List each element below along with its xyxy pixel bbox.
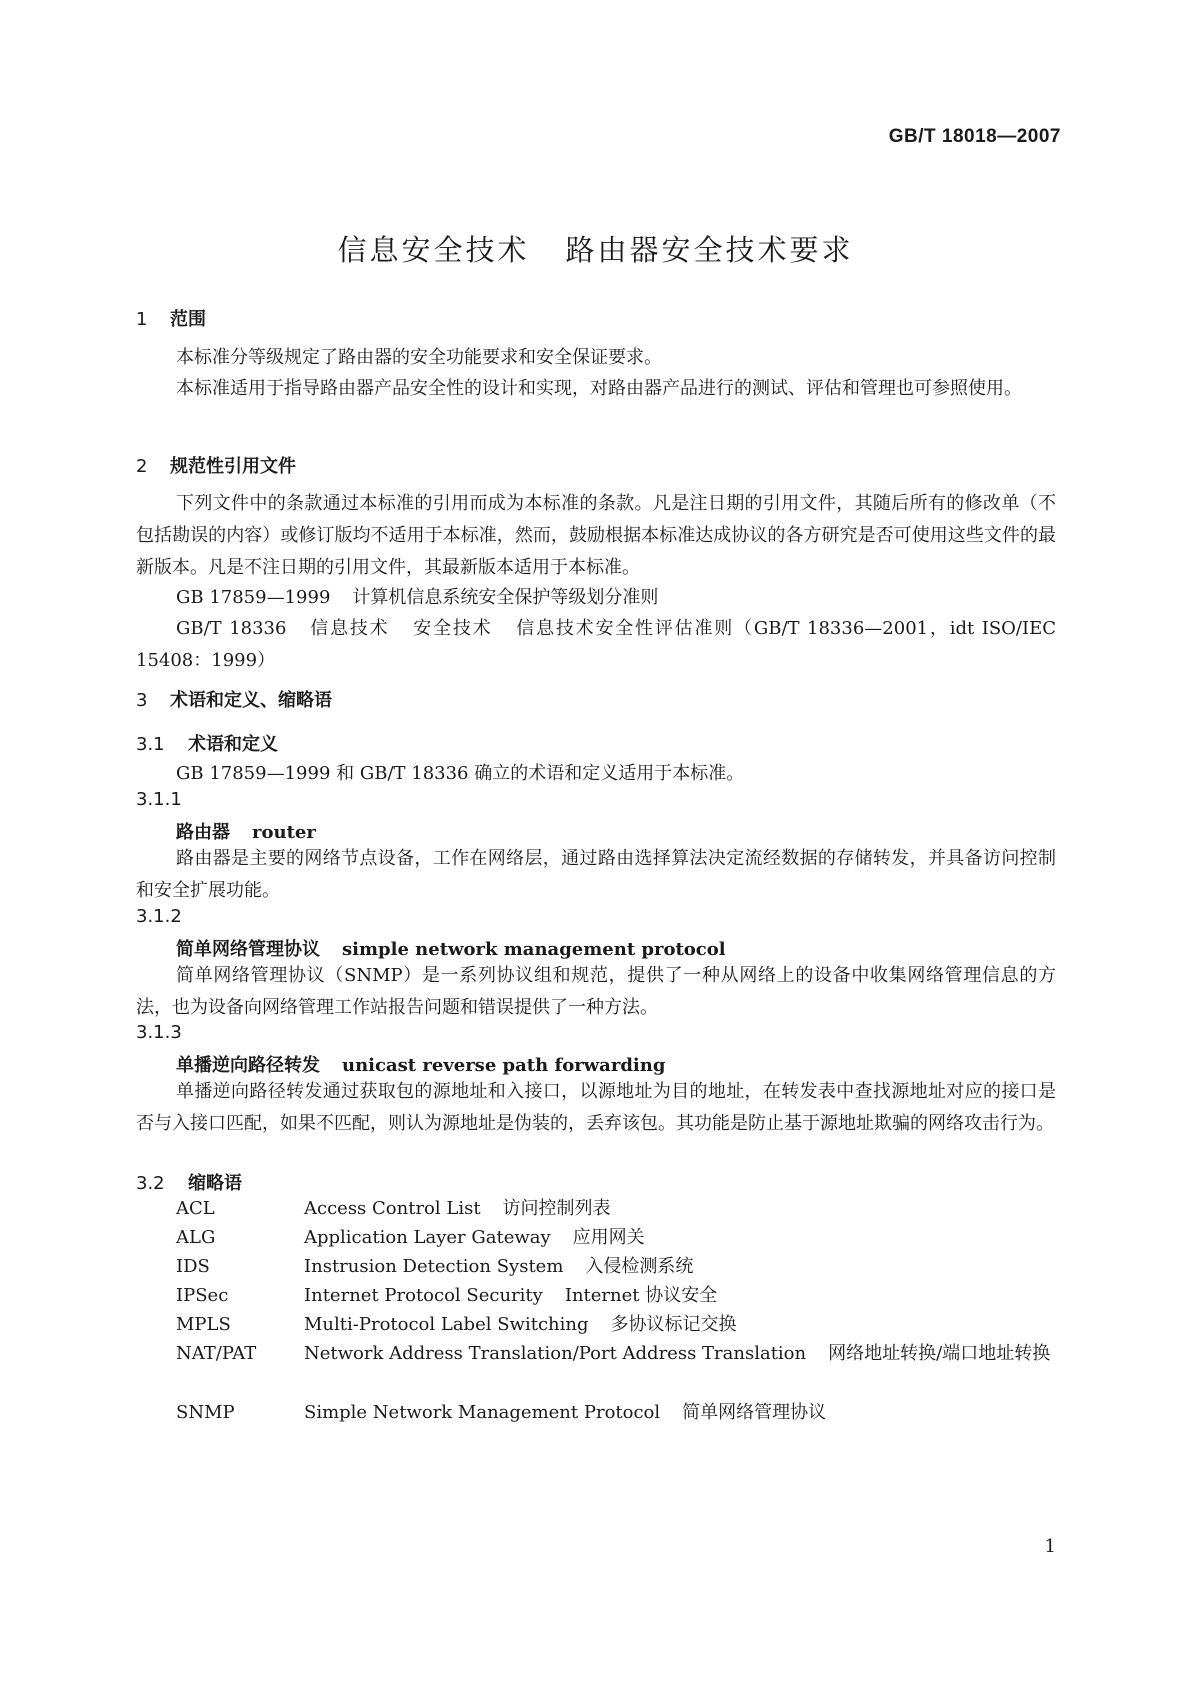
term-3-number: 3.1.3 (136, 1022, 182, 1043)
section-3-1-heading: 3.1 术语和定义 (136, 734, 278, 755)
term-3-definition: 单播逆向路径转发通过获取包的源地址和入接口，以源地址为目的地址，在转发表中查找源地址对应的接口是否与入接口匹配，如果不匹配，则认为源地址是伪装的，丢弃该包。其功能是防止基于源地址欺骗的网络攻击行为。 (136, 1081, 1056, 1134)
section-2-heading: 2 规范性引用文件 (136, 456, 296, 477)
title-part-1: 信息安全技术 (337, 233, 530, 267)
term-2-definition: 简单网络管理协议（SNMP）是一系列协议组和规范，提供了一种从网络上的设备中收集网络管理信息的方法，也为设备向网络管理工作站报告问题和错误提供了一种方法。 (136, 965, 1056, 1018)
reference-gbt18336: GB/T 18336 信息技术 安全技术 信息技术安全性评估准则（GB/T 18336—2001，idt ISO/IEC 15408：1999） (136, 618, 1057, 671)
term-2-title: 简单网络管理协议 simple network management protocol (176, 939, 726, 960)
section-3-heading: 3 术语和定义、缩略语 (136, 690, 332, 711)
page-number: 1 (1044, 1536, 1056, 1557)
term-1-title: 路由器 router (176, 822, 316, 843)
page-title (0, 228, 1191, 269)
abbr-row: NAT/PAT Network Address Translation/Port Address Translation 网络地址转换/端口地址转换 (176, 1343, 1051, 1364)
title-part-2: 路由器安全技术要求 (565, 233, 854, 267)
abbr-row: IPSec Internet Protocol Security Internet 协议安全 (176, 1285, 718, 1306)
term-1-definition: 路由器是主要的网络节点设备，工作在网络层，通过路由选择算法决定流经数据的存储转发，并具备访问控制和安全扩展功能。 (136, 848, 1056, 901)
abbr-row: ALG Application Layer Gateway 应用网关 (176, 1227, 645, 1248)
section-1-para-2: 本标准适用于指导路由器产品安全性的设计和实现，对路由器产品进行的测试、评估和管理也可参照使用。 (176, 378, 1022, 399)
standard-number: GB/T 18018—2007 (888, 126, 1061, 147)
section-1-heading: 1 范围 (136, 309, 206, 330)
term-1-number: 3.1.1 (136, 789, 182, 810)
section-1-para-1: 本标准分等级规定了路由器的安全功能要求和安全保证要求。 (176, 347, 662, 368)
section-3-2-heading: 3.2 缩略语 (136, 1173, 242, 1194)
section-2-para-1: 下列文件中的条款通过本标准的引用而成为本标准的条款。凡是注日期的引用文件，其随后所有的修改单（不包括勘误的内容）或修订版均不适用于本标准，然而，鼓励根据本标准达成协议的各方研究是否可使用这些文件的最新版本。凡是不注日期的引用文件，其最新版本适用于本标准。 (136, 493, 1056, 578)
term-3-title: 单播逆向路径转发 unicast reverse path forwarding (176, 1055, 666, 1076)
abbr-row: IDS Instrusion Detection System 入侵检测系统 (176, 1256, 694, 1277)
abbr-row: SNMP Simple Network Management Protocol 简单网络管理协议 (176, 1402, 827, 1423)
term-2-number: 3.1.2 (136, 906, 182, 927)
reference-gb17859: GB 17859—1999 计算机信息系统安全保护等级划分准则 (176, 587, 659, 608)
section-3-1-para: GB 17859—1999 和 GB/T 18336 确立的术语和定义适用于本标准。 (176, 763, 745, 784)
abbr-row: ACL Access Control List 访问控制列表 (176, 1198, 611, 1219)
abbr-row: MPLS Multi-Protocol Label Switching 多协议标记交换 (176, 1314, 737, 1335)
